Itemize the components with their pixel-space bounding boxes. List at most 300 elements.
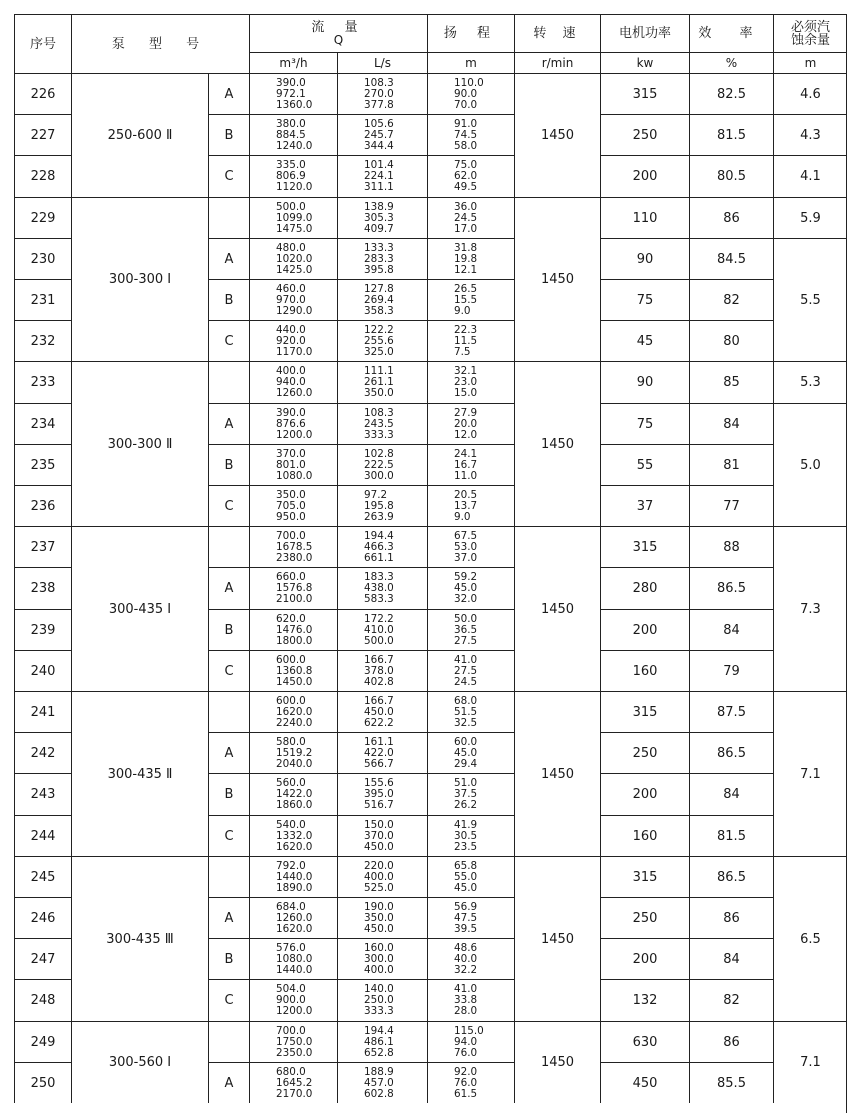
flow-ls-cell [337, 526, 427, 567]
row-number: 246 [14, 897, 71, 938]
row-number: 243 [14, 773, 71, 815]
head-cell [427, 403, 514, 444]
value-line: 61.5 [454, 1088, 478, 1101]
efficiency-cell: 84 [689, 609, 773, 650]
flow-m3h-cell [249, 773, 337, 815]
flow-m3h-cell [249, 856, 337, 897]
value-line: 24.1 [454, 448, 478, 460]
value-line: 466.3 [364, 541, 394, 554]
value-line: 24.5 [454, 676, 478, 689]
npsh-cell: 7.3 [773, 526, 847, 691]
value-line: 438.0 [364, 582, 394, 595]
value-line: 680.0 [276, 1066, 306, 1078]
value-line: 560.0 [276, 777, 306, 789]
value-line: 1425.0 [276, 264, 313, 277]
flow-ls-cell [337, 403, 427, 444]
value-line: 400.0 [364, 964, 394, 977]
value-line: 20.0 [454, 418, 478, 431]
npsh-cell: 4.6 [773, 73, 847, 114]
value-line: 16.7 [454, 459, 478, 472]
efficiency-cell: 86.5 [689, 856, 773, 897]
value-line: 108.3 [364, 77, 394, 89]
variant-letter: A [208, 732, 249, 773]
value-line: 27.9 [454, 407, 478, 419]
pump-model-cell: 300-560 Ⅰ [71, 1021, 208, 1103]
flow-ls-cell [337, 1021, 427, 1062]
head-cell [427, 485, 514, 526]
motor-power-cell: 132 [600, 979, 689, 1021]
value-line: 58.0 [454, 140, 478, 153]
value-line: 576.0 [276, 942, 306, 954]
flow-ls-cell [337, 815, 427, 856]
value-line: 101.4 [364, 159, 394, 171]
value-line: 90.0 [454, 88, 478, 101]
row-number: 238 [14, 567, 71, 609]
value-line: 1576.8 [276, 582, 313, 595]
flow-m3h-cell [249, 1021, 337, 1062]
row-number: 241 [14, 691, 71, 732]
value-line: 28.0 [454, 1005, 478, 1018]
head-cell [427, 938, 514, 979]
value-line: 2040.0 [276, 758, 313, 771]
value-line: 652.8 [364, 1047, 394, 1060]
value-line: 378.0 [364, 665, 394, 678]
motor-power-cell: 315 [600, 856, 689, 897]
value-line: 325.0 [364, 346, 394, 359]
value-line: 940.0 [276, 376, 306, 389]
value-line: 1260.0 [276, 387, 313, 400]
value-line: 47.5 [454, 912, 478, 925]
value-line: 194.4 [364, 1025, 394, 1037]
row-number: 234 [14, 403, 71, 444]
flow-ls-cell [337, 856, 427, 897]
value-line: 220.0 [364, 860, 394, 872]
flow-m3h-cell [249, 938, 337, 979]
value-line: 344.4 [364, 140, 394, 153]
row-number: 235 [14, 444, 71, 485]
motor-power-cell: 110 [600, 197, 689, 238]
pump-model-cell: 300-435 Ⅲ [71, 856, 208, 1021]
flow-ls-cell [337, 114, 427, 155]
value-line: 74.5 [454, 129, 478, 142]
pump-model-cell: 300-435 Ⅰ [71, 526, 208, 691]
value-line: 27.5 [454, 665, 478, 678]
variant-letter: A [208, 1062, 249, 1103]
value-line: 51.5 [454, 706, 478, 719]
value-line: 45.0 [454, 747, 478, 760]
speed-cell: 1450 [514, 1021, 600, 1103]
value-line: 41.0 [454, 654, 478, 666]
pump-model-cell: 250-600 Ⅱ [71, 73, 208, 197]
value-line: 32.0 [454, 593, 478, 606]
value-line: 15.0 [454, 387, 478, 400]
efficiency-cell: 81.5 [689, 114, 773, 155]
value-line: 250.0 [364, 994, 394, 1007]
value-line: 32.5 [454, 717, 478, 730]
value-line: 950.0 [276, 511, 306, 524]
value-line: 450.0 [364, 706, 394, 719]
value-line: 1422.0 [276, 788, 313, 801]
value-line: 1440.0 [276, 964, 313, 977]
flow-ls-cell [337, 197, 427, 238]
value-line: 70.0 [454, 99, 478, 112]
value-line: 972.1 [276, 88, 306, 101]
pump-model-cell: 300-435 Ⅱ [71, 691, 208, 856]
value-line: 32.1 [454, 365, 478, 377]
value-line: 222.5 [364, 459, 394, 472]
value-line: 1260.0 [276, 912, 313, 925]
motor-power-cell: 315 [600, 526, 689, 567]
motor-power-cell: 250 [600, 732, 689, 773]
value-line: 122.2 [364, 324, 394, 336]
flow-m3h-cell [249, 526, 337, 567]
variant-letter: A [208, 403, 249, 444]
header-efficiency: 效 率 [689, 14, 773, 52]
value-line: 705.0 [276, 500, 306, 513]
value-line: 920.0 [276, 335, 306, 348]
variant-letter: B [208, 279, 249, 320]
value-line: 150.0 [364, 819, 394, 831]
value-line: 350.0 [364, 912, 394, 925]
efficiency-cell: 82 [689, 279, 773, 320]
flow-m3h-cell [249, 650, 337, 691]
value-line: 160.0 [364, 942, 394, 954]
value-line: 40.0 [454, 953, 478, 966]
value-line: 20.5 [454, 489, 478, 501]
head-cell [427, 320, 514, 361]
variant-letter: A [208, 567, 249, 609]
header-power-unit: kw [600, 52, 689, 73]
value-line: 1120.0 [276, 181, 313, 194]
efficiency-cell: 85 [689, 361, 773, 403]
value-line: 390.0 [276, 407, 306, 419]
motor-power-cell: 315 [600, 691, 689, 732]
value-line: 450.0 [364, 923, 394, 936]
value-line: 37.0 [454, 552, 478, 565]
value-line: 311.1 [364, 181, 394, 194]
variant-letter: C [208, 320, 249, 361]
value-line: 333.3 [364, 1005, 394, 1018]
speed-cell: 1450 [514, 361, 600, 526]
value-line: 450.0 [364, 841, 394, 854]
value-line: 190.0 [364, 901, 394, 913]
variant-letter: B [208, 609, 249, 650]
value-line: 9.0 [454, 511, 471, 524]
value-line: 39.5 [454, 923, 478, 936]
row-number: 239 [14, 609, 71, 650]
motor-power-cell: 200 [600, 773, 689, 815]
value-line: 49.5 [454, 181, 478, 194]
value-line: 792.0 [276, 860, 306, 872]
value-line: 1890.0 [276, 882, 313, 895]
value-line: 300.0 [364, 953, 394, 966]
value-line: 67.5 [454, 530, 478, 542]
head-cell [427, 1062, 514, 1103]
variant-letter: B [208, 938, 249, 979]
variant-letter: C [208, 815, 249, 856]
value-line: 1450.0 [276, 676, 313, 689]
value-line: 15.5 [454, 294, 478, 307]
row-number: 230 [14, 238, 71, 279]
head-cell [427, 155, 514, 197]
efficiency-cell: 80 [689, 320, 773, 361]
efficiency-cell: 81.5 [689, 815, 773, 856]
pump-model-cell: 300-300 Ⅰ [71, 197, 208, 361]
value-line: 41.9 [454, 819, 478, 831]
flow-m3h-cell [249, 279, 337, 320]
value-line: 97.2 [364, 489, 388, 501]
efficiency-cell: 82.5 [689, 73, 773, 114]
head-cell [427, 897, 514, 938]
value-line: 2350.0 [276, 1047, 313, 1060]
value-line: 92.0 [454, 1066, 478, 1078]
head-cell [427, 856, 514, 897]
efficiency-cell: 86 [689, 1021, 773, 1062]
head-cell [427, 650, 514, 691]
variant-letter [208, 691, 249, 732]
flow-ls-cell [337, 73, 427, 114]
flow-ls-cell [337, 361, 427, 403]
header-flow-unit-ls: L/s [337, 52, 427, 73]
head-cell [427, 979, 514, 1021]
value-line: 457.0 [364, 1077, 394, 1090]
value-line: 700.0 [276, 530, 306, 542]
value-line: 108.3 [364, 407, 394, 419]
value-line: 600.0 [276, 654, 306, 666]
row-number: 247 [14, 938, 71, 979]
efficiency-cell: 86 [689, 197, 773, 238]
value-line: 1240.0 [276, 140, 313, 153]
value-line: 333.3 [364, 429, 394, 442]
value-line: 55.0 [454, 871, 478, 884]
speed-cell: 1450 [514, 197, 600, 361]
variant-letter [208, 856, 249, 897]
value-line: 350.0 [276, 489, 306, 501]
value-line: 59.2 [454, 571, 478, 583]
value-line: 390.0 [276, 77, 306, 89]
flow-ls-cell [337, 444, 427, 485]
value-line: 68.0 [454, 695, 478, 707]
value-line: 36.5 [454, 624, 478, 637]
value-line: 1099.0 [276, 212, 313, 225]
row-number: 236 [14, 485, 71, 526]
value-line: 700.0 [276, 1025, 306, 1037]
variant-letter [208, 526, 249, 567]
flow-m3h-cell [249, 1062, 337, 1103]
motor-power-cell: 315 [600, 73, 689, 114]
flow-m3h-cell [249, 609, 337, 650]
header-flow-unit-m3h: m³/h [249, 52, 337, 73]
efficiency-cell: 86.5 [689, 567, 773, 609]
npsh-cell: 7.1 [773, 691, 847, 856]
variant-letter: C [208, 485, 249, 526]
flow-ls-cell [337, 732, 427, 773]
value-line: 305.3 [364, 212, 394, 225]
value-line: 56.9 [454, 901, 478, 913]
row-number: 250 [14, 1062, 71, 1103]
value-line: 540.0 [276, 819, 306, 831]
flow-m3h-cell [249, 114, 337, 155]
value-line: 380.0 [276, 118, 306, 130]
value-line: 395.0 [364, 788, 394, 801]
flow-m3h-cell [249, 197, 337, 238]
value-line: 486.1 [364, 1036, 394, 1049]
value-line: 460.0 [276, 283, 306, 295]
efficiency-cell: 84 [689, 403, 773, 444]
value-line: 127.8 [364, 283, 394, 295]
variant-letter: A [208, 897, 249, 938]
value-line: 1475.0 [276, 223, 313, 236]
head-cell [427, 114, 514, 155]
value-line: 9.0 [454, 305, 471, 318]
value-line: 1645.2 [276, 1077, 313, 1090]
variant-letter [208, 197, 249, 238]
variant-letter: C [208, 650, 249, 691]
value-line: 138.9 [364, 201, 394, 213]
value-line: 172.2 [364, 613, 394, 625]
row-number: 242 [14, 732, 71, 773]
value-line: 1620.0 [276, 841, 313, 854]
npsh-cell: 5.3 [773, 361, 847, 403]
flow-ls-cell [337, 691, 427, 732]
flow-m3h-cell [249, 155, 337, 197]
value-line: 500.0 [276, 201, 306, 213]
value-line: 11.0 [454, 470, 478, 483]
motor-power-cell: 200 [600, 938, 689, 979]
value-line: 102.8 [364, 448, 394, 460]
head-cell [427, 279, 514, 320]
row-number: 228 [14, 155, 71, 197]
value-line: 1620.0 [276, 706, 313, 719]
flow-ls-cell [337, 567, 427, 609]
value-line: 2240.0 [276, 717, 313, 730]
value-line: 60.0 [454, 736, 478, 748]
motor-power-cell: 160 [600, 815, 689, 856]
table-top-border [14, 14, 847, 15]
flow-ls-cell [337, 979, 427, 1021]
value-line: 1678.5 [276, 541, 313, 554]
motor-power-cell: 160 [600, 650, 689, 691]
variant-letter: C [208, 155, 249, 197]
header-npsh: 必须汽 蚀余量 [773, 14, 847, 52]
value-line: 580.0 [276, 736, 306, 748]
head-cell [427, 567, 514, 609]
value-line: 13.7 [454, 500, 478, 513]
head-cell [427, 691, 514, 732]
motor-power-cell: 75 [600, 403, 689, 444]
value-line: 26.2 [454, 799, 478, 812]
header-npsh-unit: m [773, 52, 847, 73]
value-line: 224.1 [364, 170, 394, 183]
row-number: 249 [14, 1021, 71, 1062]
value-line: 801.0 [276, 459, 306, 472]
variant-letter: A [208, 238, 249, 279]
value-line: 30.5 [454, 830, 478, 843]
header-power: 电机功率 [600, 14, 689, 52]
value-line: 1860.0 [276, 799, 313, 812]
value-line: 2100.0 [276, 593, 313, 606]
npsh-cell: 5.0 [773, 403, 847, 526]
motor-power-cell: 200 [600, 609, 689, 650]
header-speed-unit: r/min [514, 52, 600, 73]
value-line: 370.0 [276, 448, 306, 460]
speed-cell: 1450 [514, 526, 600, 691]
value-line: 270.0 [364, 88, 394, 101]
value-line: 27.5 [454, 635, 478, 648]
value-line: 140.0 [364, 983, 394, 995]
efficiency-cell: 81 [689, 444, 773, 485]
value-line: 91.0 [454, 118, 478, 130]
flow-m3h-cell [249, 320, 337, 361]
flow-m3h-cell [249, 815, 337, 856]
efficiency-cell: 86 [689, 897, 773, 938]
flow-m3h-cell [249, 485, 337, 526]
head-cell [427, 609, 514, 650]
variant-letter: B [208, 444, 249, 485]
table-right-border [846, 14, 847, 1113]
value-line: 23.0 [454, 376, 478, 389]
value-line: 660.0 [276, 571, 306, 583]
head-cell [427, 197, 514, 238]
value-line: 1476.0 [276, 624, 313, 637]
head-cell [427, 732, 514, 773]
value-line: 166.7 [364, 695, 394, 707]
value-line: 62.0 [454, 170, 478, 183]
value-line: 480.0 [276, 242, 306, 254]
value-line: 400.0 [364, 871, 394, 884]
value-line: 110.0 [454, 77, 484, 89]
value-line: 566.7 [364, 758, 394, 771]
variant-letter [208, 1021, 249, 1062]
value-line: 402.8 [364, 676, 394, 689]
value-line: 440.0 [276, 324, 306, 336]
efficiency-cell: 77 [689, 485, 773, 526]
motor-power-cell: 280 [600, 567, 689, 609]
efficiency-cell: 82 [689, 979, 773, 1021]
value-line: 22.3 [454, 324, 478, 336]
row-number: 248 [14, 979, 71, 1021]
flow-ls-cell [337, 320, 427, 361]
flow-ls-cell [337, 773, 427, 815]
value-line: 195.8 [364, 500, 394, 513]
value-line: 1290.0 [276, 305, 313, 318]
value-line: 900.0 [276, 994, 306, 1007]
value-line: 1170.0 [276, 346, 313, 359]
value-line: 410.0 [364, 624, 394, 637]
value-line: 1200.0 [276, 429, 313, 442]
flow-ls-cell [337, 238, 427, 279]
value-line: 19.8 [454, 253, 478, 266]
value-line: 2380.0 [276, 552, 313, 565]
value-line: 188.9 [364, 1066, 394, 1078]
value-line: 48.6 [454, 942, 478, 954]
value-line: 261.1 [364, 376, 394, 389]
value-line: 12.1 [454, 264, 478, 277]
value-line: 33.8 [454, 994, 478, 1007]
motor-power-cell: 250 [600, 114, 689, 155]
head-cell [427, 238, 514, 279]
value-line: 1440.0 [276, 871, 313, 884]
motor-power-cell: 90 [600, 361, 689, 403]
flow-ls-cell [337, 155, 427, 197]
value-line: 166.7 [364, 654, 394, 666]
motor-power-cell: 45 [600, 320, 689, 361]
value-line: 283.3 [364, 253, 394, 266]
value-line: 395.8 [364, 264, 394, 277]
value-line: 1360.8 [276, 665, 313, 678]
value-line: 17.0 [454, 223, 478, 236]
value-line: 350.0 [364, 387, 394, 400]
